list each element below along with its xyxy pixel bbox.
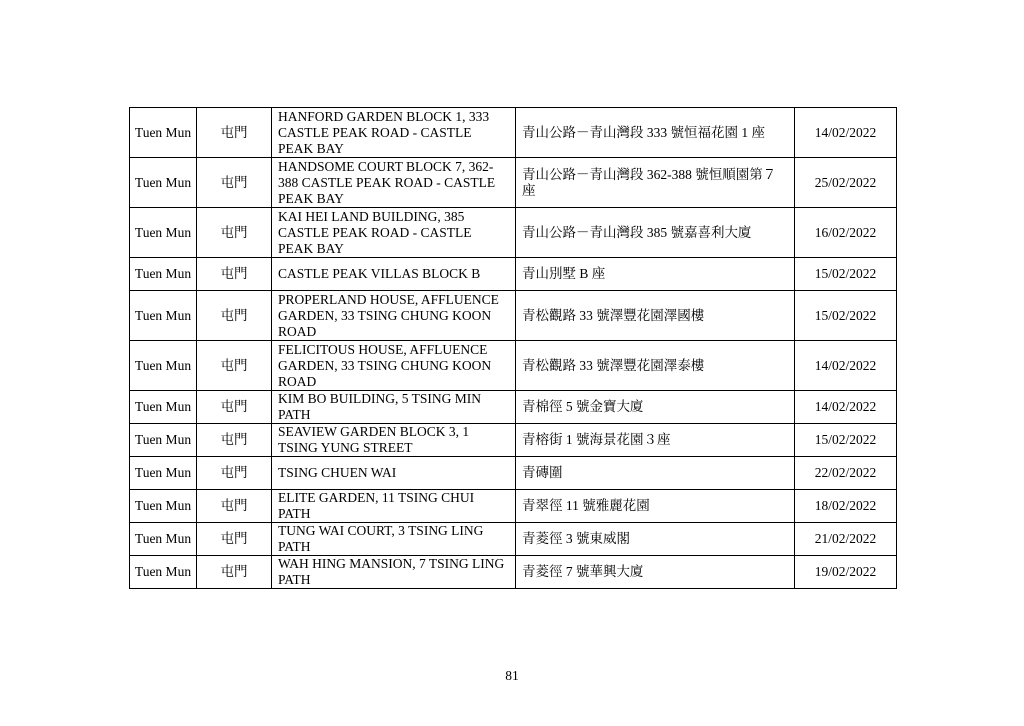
table-row (130, 457, 897, 490)
district-zh-cell: 屯門 (197, 457, 272, 490)
page-number: 81 (505, 668, 519, 683)
district-en-cell: Tuen Mun (130, 523, 197, 556)
address-zh-cell: 青松觀路 33 號澤豐花園澤泰樓 (516, 341, 795, 391)
date-cell: 16/02/2022 (795, 208, 897, 258)
address-en-cell: FELICITOUS HOUSE, AFFLUENCE GARDEN, 33 TSING CHUNG KOON ROAD (272, 341, 516, 391)
address-table (129, 107, 897, 589)
date-cell: 19/02/2022 (795, 556, 897, 589)
address-en-cell: KAI HEI LAND BUILDING, 385 CASTLE PEAK ROAD - CASTLE PEAK BAY (272, 208, 516, 258)
district-zh-cell: 屯門 (197, 523, 272, 556)
district-zh-cell: 屯門 (197, 391, 272, 424)
table-row (130, 258, 897, 291)
address-en-cell: KIM BO BUILDING, 5 TSING MIN PATH (272, 391, 516, 424)
address-zh-cell: 青菱徑 7 號華興大廈 (516, 556, 795, 589)
date-cell: 18/02/2022 (795, 490, 897, 523)
address-zh-cell: 青山公路－青山灣段 362-388 號恒順園第７座 (516, 158, 795, 208)
date-cell: 21/02/2022 (795, 523, 897, 556)
table-row (130, 291, 897, 341)
date-cell: 14/02/2022 (795, 391, 897, 424)
address-zh-cell: 青山公路－青山灣段 333 號恒福花園 1 座 (516, 108, 795, 158)
date-cell: 15/02/2022 (795, 424, 897, 457)
address-zh-cell: 青棉徑 5 號金寶大廈 (516, 391, 795, 424)
table-row (130, 556, 897, 589)
address-en-cell: ELITE GARDEN, 11 TSING CHUI PATH (272, 490, 516, 523)
date-cell: 15/02/2022 (795, 258, 897, 291)
district-en-cell: Tuen Mun (130, 208, 197, 258)
address-en-cell: TSING CHUEN WAI (272, 457, 516, 490)
district-en-cell: Tuen Mun (130, 341, 197, 391)
address-zh-cell: 青松觀路 33 號澤豐花園澤國樓 (516, 291, 795, 341)
address-en-cell: TUNG WAI COURT, 3 TSING LING PATH (272, 523, 516, 556)
address-zh-cell: 青磚圍 (516, 457, 795, 490)
district-zh-cell: 屯門 (197, 108, 272, 158)
address-zh-cell: 青山公路－青山灣段 385 號嘉喜利大廈 (516, 208, 795, 258)
address-en-cell: HANDSOME COURT BLOCK 7, 362-388 CASTLE PEAK ROAD - CASTLE PEAK BAY (272, 158, 516, 208)
address-table-container (129, 107, 896, 589)
district-zh-cell: 屯門 (197, 341, 272, 391)
table-row (130, 391, 897, 424)
date-cell: 14/02/2022 (795, 108, 897, 158)
date-cell: 22/02/2022 (795, 457, 897, 490)
district-en-cell: Tuen Mun (130, 258, 197, 291)
district-en-cell: Tuen Mun (130, 490, 197, 523)
district-zh-cell: 屯門 (197, 258, 272, 291)
address-zh-cell: 青山別墅 B 座 (516, 258, 795, 291)
date-cell: 15/02/2022 (795, 291, 897, 341)
table-row (130, 523, 897, 556)
address-zh-cell: 青翠徑 11 號雅麗花園 (516, 490, 795, 523)
date-cell: 25/02/2022 (795, 158, 897, 208)
address-en-cell: PROPERLAND HOUSE, AFFLUENCE GARDEN, 33 TSING CHUNG KOON ROAD (272, 291, 516, 341)
address-zh-cell: 青榕街 1 號海景花園３座 (516, 424, 795, 457)
district-en-cell: Tuen Mun (130, 556, 197, 589)
address-zh-cell: 青菱徑 3 號東威閣 (516, 523, 795, 556)
district-zh-cell: 屯門 (197, 208, 272, 258)
address-en-cell: SEAVIEW GARDEN BLOCK 3, 1 TSING YUNG STREET (272, 424, 516, 457)
district-zh-cell: 屯門 (197, 424, 272, 457)
district-en-cell: Tuen Mun (130, 457, 197, 490)
table-row (130, 341, 897, 391)
table-row (130, 158, 897, 208)
district-zh-cell: 屯門 (197, 291, 272, 341)
district-zh-cell: 屯門 (197, 556, 272, 589)
district-en-cell: Tuen Mun (130, 291, 197, 341)
address-en-cell: CASTLE PEAK VILLAS BLOCK B (272, 258, 516, 291)
date-cell: 14/02/2022 (795, 341, 897, 391)
district-zh-cell: 屯門 (197, 490, 272, 523)
district-en-cell: Tuen Mun (130, 391, 197, 424)
address-en-cell: WAH HING MANSION, 7 TSING LING PATH (272, 556, 516, 589)
district-en-cell: Tuen Mun (130, 158, 197, 208)
table-row (130, 424, 897, 457)
table-row (130, 490, 897, 523)
table-row (130, 208, 897, 258)
district-en-cell: Tuen Mun (130, 108, 197, 158)
table-row (130, 108, 897, 158)
address-en-cell: HANFORD GARDEN BLOCK 1, 333 CASTLE PEAK ROAD - CASTLE PEAK BAY (272, 108, 516, 158)
district-en-cell: Tuen Mun (130, 424, 197, 457)
district-zh-cell: 屯門 (197, 158, 272, 208)
